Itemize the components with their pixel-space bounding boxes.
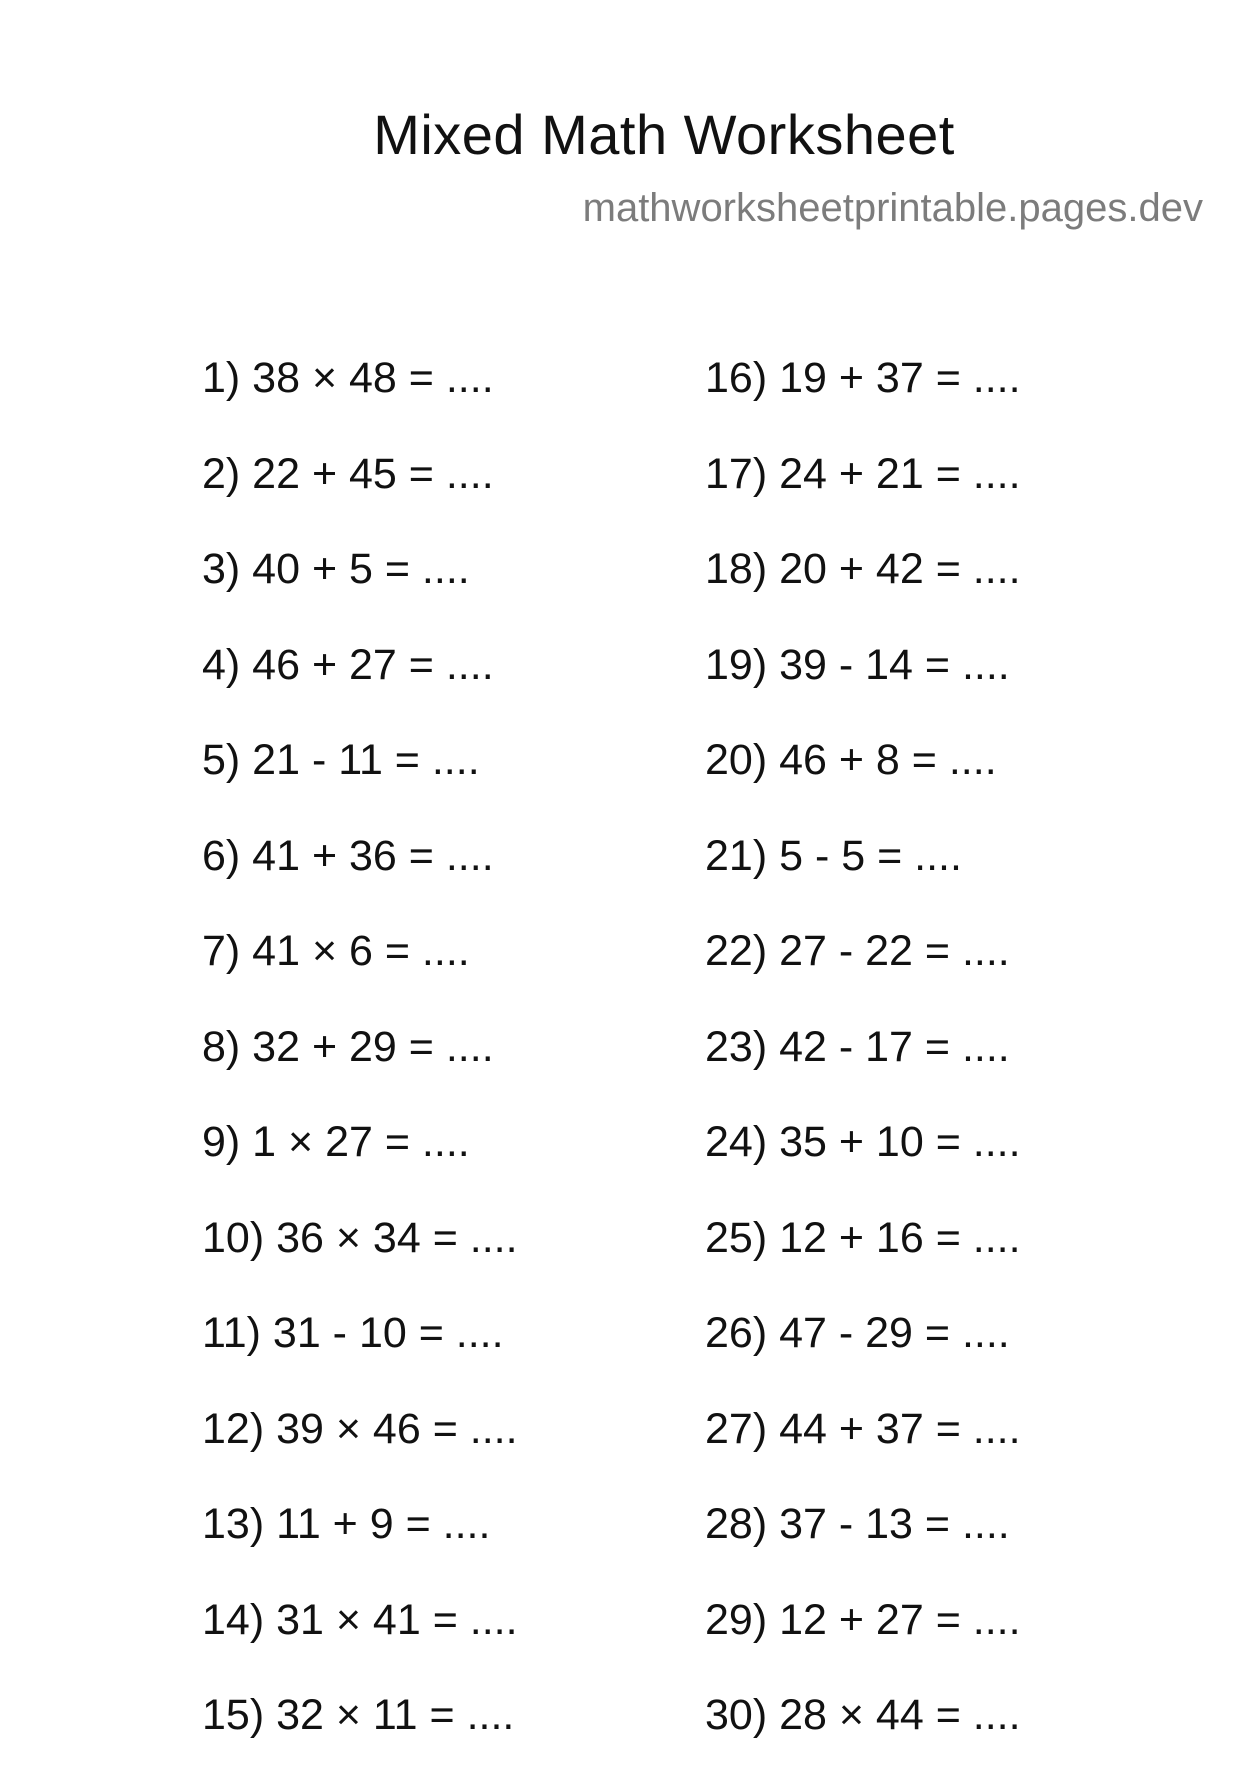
- problem-8: 8) 32 + 29 = ....: [202, 1022, 494, 1071]
- problem-21: 21) 5 - 5 = ....: [705, 831, 962, 880]
- problem-3: 3) 40 + 5 = ....: [202, 545, 470, 593]
- problem-25: 25) 12 + 16 = ....: [705, 1213, 1021, 1262]
- problem-11: 11) 31 - 10 = ....: [202, 1309, 504, 1357]
- problem-9: 9) 1 × 27 = ....: [202, 1118, 470, 1166]
- problem-27: 27) 44 + 37 = ....: [705, 1404, 1021, 1453]
- page-title: Mixed Math Worksheet: [373, 103, 955, 166]
- problem-column-right: [705, 348, 1021, 1781]
- problem-column-left: [202, 348, 518, 1781]
- problem-20: 20) 46 + 8 = ....: [705, 736, 997, 784]
- problem-6: 6) 41 + 36 = ....: [202, 831, 494, 880]
- problem-2: 2) 22 + 45 = ....: [202, 449, 494, 498]
- problem-1: 1) 38 × 48 = ....: [202, 354, 494, 402]
- problem-7: 7) 41 × 6 = ....: [202, 927, 470, 975]
- source-url: mathworksheetprintable.pages.dev: [582, 186, 1203, 230]
- problem-28: 28) 37 - 13 = ....: [705, 1500, 1010, 1548]
- problem-23: 23) 42 - 17 = ....: [705, 1022, 1010, 1071]
- problem-10: 10) 36 × 34 = ....: [202, 1213, 518, 1262]
- problem-12: 12) 39 × 46 = ....: [202, 1404, 518, 1453]
- problem-26: 26) 47 - 29 = ....: [705, 1309, 1010, 1357]
- problem-4: 4) 46 + 27 = ....: [202, 640, 494, 689]
- problem-14: 14) 31 × 41 = ....: [202, 1595, 518, 1644]
- problem-24: 24) 35 + 10 = ....: [705, 1118, 1021, 1166]
- problem-19: 19) 39 - 14 = ....: [705, 640, 1010, 689]
- problem-17: 17) 24 + 21 = ....: [705, 449, 1021, 498]
- problem-30: 30) 28 × 44 = ....: [705, 1691, 1021, 1739]
- problem-16: 16) 19 + 37 = ....: [705, 354, 1021, 402]
- problem-22: 22) 27 - 22 = ....: [705, 927, 1010, 975]
- problem-18: 18) 20 + 42 = ....: [705, 545, 1021, 593]
- problem-15: 15) 32 × 11 = ....: [202, 1691, 515, 1739]
- problem-5: 5) 21 - 11 = ....: [202, 736, 480, 784]
- problem-29: 29) 12 + 27 = ....: [705, 1595, 1021, 1644]
- problem-13: 13) 11 + 9 = ....: [202, 1500, 491, 1548]
